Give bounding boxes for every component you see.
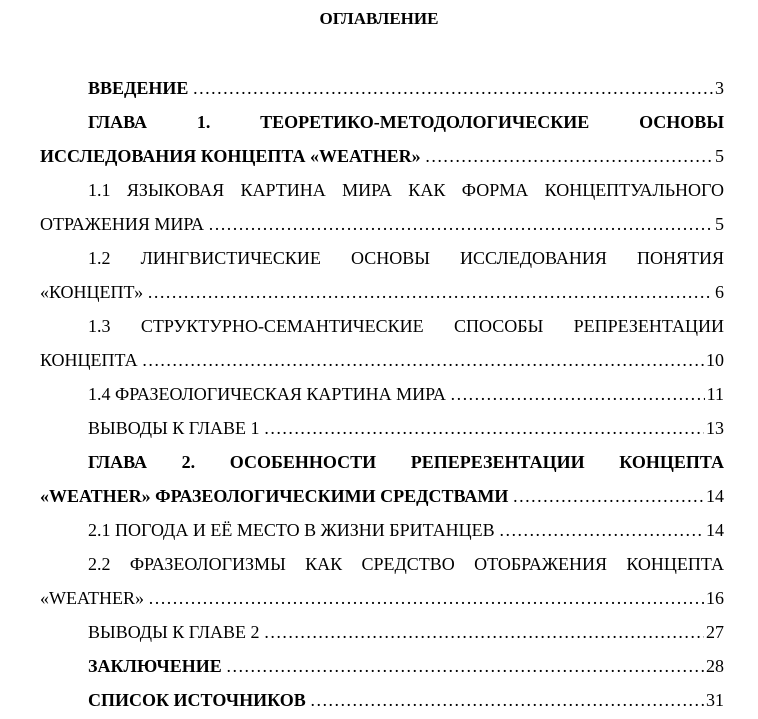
toc-entry-title: 1.1 ЯЗЫКОВАЯ КАРТИНА МИРА КАК ФОРМА КОНЦЕПТУАЛЬНОГО xyxy=(88,180,724,200)
toc-entry-line xyxy=(40,479,724,513)
toc-entry-title: ИССЛЕДОВАНИЯ КОНЦЕПТА «WEATHER» xyxy=(40,146,421,166)
toc-entry-title: 1.4 ФРАЗЕОЛОГИЧЕСКАЯ КАРТИНА МИРА xyxy=(88,384,446,404)
toc-page-number: 5 xyxy=(713,207,724,241)
dot-leader xyxy=(222,649,704,683)
toc-entry-line xyxy=(40,343,724,377)
toc-entry-line xyxy=(40,615,724,649)
toc-entry-title: СПИСОК ИСТОЧНИКОВ xyxy=(88,690,306,710)
dot-leader xyxy=(260,411,704,445)
dot-leader xyxy=(446,377,705,411)
toc-entry-title: 1.2 ЛИНГВИСТИЧЕСКИЕ ОСНОВЫ ИССЛЕДОВАНИЯ ПОНЯТИЯ xyxy=(88,248,724,268)
toc-entry[interactable] xyxy=(40,649,724,683)
toc-entry-line xyxy=(40,411,724,445)
toc-page-number: 5 xyxy=(713,139,724,173)
toc-entry-title: ВВЕДЕНИЕ xyxy=(88,78,189,98)
toc-entry-title: 1.3 СТРУКТУРНО-СЕМАНТИЧЕСКИЕ СПОСОБЫ РЕПРЕЗЕНТАЦИИ xyxy=(88,316,724,336)
dot-leader xyxy=(306,683,704,717)
toc-entry-title: «КОНЦЕПТ» xyxy=(40,282,144,302)
toc-entry-title: «WEATHER» ФРАЗЕОЛОГИЧЕСКИМИ СРЕДСТВАМИ xyxy=(40,486,509,506)
toc-entry-line xyxy=(40,139,724,173)
toc-entry[interactable] xyxy=(40,377,724,411)
toc-entry-line xyxy=(40,173,724,207)
dot-leader xyxy=(495,513,704,547)
toc-entry-title: КОНЦЕПТА xyxy=(40,350,138,370)
toc-page-number: 13 xyxy=(704,411,724,445)
toc-entry-title: 2.2 ФРАЗЕОЛОГИЗМЫ КАК СРЕДСТВО ОТОБРАЖЕНИЯ КОНЦЕПТА xyxy=(88,554,724,574)
toc-entry-line xyxy=(40,105,724,139)
toc-page-number: 16 xyxy=(704,581,724,615)
dot-leader xyxy=(508,479,704,513)
toc-page-number: 11 xyxy=(705,377,724,411)
toc-entry-line xyxy=(40,683,724,717)
toc-title: ОГЛАВЛЕНИЕ xyxy=(319,9,439,28)
dot-leader xyxy=(188,71,713,105)
dot-leader xyxy=(143,275,713,309)
toc-page-number: 27 xyxy=(704,615,724,649)
toc-entry[interactable] xyxy=(40,615,724,649)
toc-entry[interactable] xyxy=(40,173,724,241)
toc-entry-line xyxy=(40,71,724,105)
toc-entry-title: «WEATHER» xyxy=(40,588,144,608)
toc-entry-line xyxy=(40,207,724,241)
toc-entry-title: ВЫВОДЫ К ГЛАВЕ 2 xyxy=(88,622,260,642)
toc-entry-line xyxy=(40,377,724,411)
toc-page-number: 28 xyxy=(704,649,724,683)
dot-leader xyxy=(421,139,713,173)
toc-entry-line xyxy=(40,649,724,683)
toc-page-number: 3 xyxy=(713,71,724,105)
dot-leader xyxy=(138,343,704,377)
toc-entry[interactable] xyxy=(40,71,724,105)
toc-entry[interactable] xyxy=(40,241,724,309)
toc-entry-title: ГЛАВА 1. ТЕОРЕТИКО-МЕТОДОЛОГИЧЕСКИЕ ОСНОВЫ xyxy=(88,112,724,132)
toc-entry-line xyxy=(40,547,724,581)
toc-entry-title: ВЫВОДЫ К ГЛАВЕ 1 xyxy=(88,418,260,438)
toc-entry[interactable] xyxy=(40,513,724,547)
toc-entry-line xyxy=(40,581,724,615)
toc-page-number: 14 xyxy=(704,479,724,513)
dot-leader xyxy=(204,207,713,241)
toc-entry-title: ЗАКЛЮЧЕНИЕ xyxy=(88,656,222,676)
toc-entry-title: ГЛАВА 2. ОСОБЕННОСТИ РЕПЕРЕЗЕНТАЦИИ КОНЦЕПТА xyxy=(88,452,724,472)
table-of-contents xyxy=(40,71,724,717)
toc-entry-line xyxy=(40,309,724,343)
toc-entry-title: 2.1 ПОГОДА И ЕЁ МЕСТО В ЖИЗНИ БРИТАНЦЕВ xyxy=(88,520,495,540)
toc-entry[interactable] xyxy=(40,411,724,445)
toc-entry[interactable] xyxy=(40,445,724,513)
dot-leader xyxy=(260,615,704,649)
dot-leader xyxy=(144,581,704,615)
toc-entry[interactable] xyxy=(40,105,724,173)
toc-entry-line xyxy=(40,275,724,309)
toc-page-number: 14 xyxy=(704,513,724,547)
toc-page-number: 10 xyxy=(704,343,724,377)
toc-entry-line xyxy=(40,241,724,275)
toc-page-number: 31 xyxy=(704,683,724,717)
toc-entry[interactable] xyxy=(40,309,724,377)
toc-entry-line xyxy=(40,513,724,547)
toc-entry-title: ОТРАЖЕНИЯ МИРА xyxy=(40,214,205,234)
toc-entry[interactable] xyxy=(40,547,724,615)
toc-entry-line xyxy=(40,445,724,479)
toc-page-number: 6 xyxy=(713,275,724,309)
toc-entry[interactable] xyxy=(40,683,724,717)
